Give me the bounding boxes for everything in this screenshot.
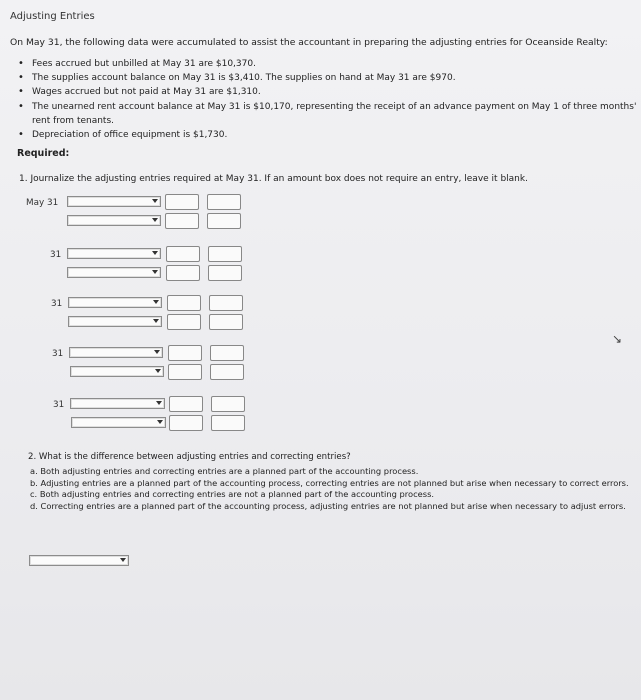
debit-input-3a[interactable] <box>167 295 201 311</box>
account-select-5b[interactable] <box>71 417 166 428</box>
chevron-down-icon <box>157 420 163 424</box>
debit-input-2b[interactable] <box>166 265 200 281</box>
account-select-4a[interactable] <box>69 347 163 358</box>
chevron-down-icon <box>152 218 158 222</box>
question-2: 2. What is the difference between adjusting entries and correcting entries? <box>28 452 351 462</box>
mouse-cursor-icon: ↘ <box>612 332 623 346</box>
journal-date-2: 31 <box>50 250 62 260</box>
account-select-2a[interactable] <box>67 248 161 259</box>
chevron-down-icon <box>156 401 162 405</box>
list-item: • Fees accrued but unbilled at May 31 are $10,370. <box>12 57 637 71</box>
journal-date-5: 31 <box>53 400 65 410</box>
credit-input-5a[interactable] <box>211 396 245 412</box>
account-select-2b[interactable] <box>67 267 161 278</box>
chevron-down-icon <box>120 558 126 562</box>
credit-input-4a[interactable] <box>210 345 244 361</box>
account-select-5a[interactable] <box>70 398 165 409</box>
credit-input-2a[interactable] <box>208 246 242 262</box>
chevron-down-icon <box>152 199 158 203</box>
page-title: Adjusting Entries <box>10 11 95 22</box>
answer-select[interactable] <box>29 555 129 566</box>
chevron-down-icon <box>154 350 160 354</box>
chevron-down-icon <box>155 369 161 373</box>
choice-d: d. Correcting entries are a planned part of the accounting process, adjusting entries are not planned but arise when necessary to adjust errors. <box>30 500 626 511</box>
credit-input-1a[interactable] <box>207 194 241 210</box>
debit-input-5b[interactable] <box>169 415 203 431</box>
problem-intro: On May 31, the following data were accumulated to assist the accountant in preparing the adjusting entries for Oceanside Realty: <box>10 37 608 48</box>
account-select-4b[interactable] <box>70 366 164 377</box>
debit-input-1a[interactable] <box>165 194 199 210</box>
credit-input-4b[interactable] <box>210 364 244 380</box>
list-item: • Depreciation of office equipment is $1,730. <box>12 128 637 142</box>
data-list <box>12 57 637 142</box>
choice-c: c. Both adjusting entries and correcting entries are not a planned part of the accounting process. <box>30 489 435 499</box>
debit-input-4a[interactable] <box>168 345 202 361</box>
list-item: • The unearned rent account balance at May 31 is $10,170, representing the receipt of an advance payment on May 1 of three months' rent from tenants. <box>12 100 637 128</box>
answer-choices <box>30 466 635 512</box>
question-1: 1. Journalize the adjusting entries required at May 31. If an amount box does not require an entry, leave it blank. <box>19 174 528 184</box>
required-heading: Required: <box>17 148 70 159</box>
account-select-1b[interactable] <box>67 215 161 226</box>
chevron-down-icon <box>153 319 159 323</box>
credit-input-3b[interactable] <box>209 314 243 330</box>
chevron-down-icon <box>152 251 158 255</box>
credit-input-1b[interactable] <box>207 213 241 229</box>
account-select-3a[interactable] <box>68 297 162 308</box>
journal-date-4: 31 <box>52 349 64 359</box>
debit-input-3b[interactable] <box>167 314 201 330</box>
chevron-down-icon <box>152 270 158 274</box>
account-select-1a[interactable] <box>67 196 161 207</box>
debit-input-2a[interactable] <box>166 246 200 262</box>
list-item: • The supplies account balance on May 31 is $3,410. The supplies on hand at May 31 are $970. <box>12 71 637 85</box>
choice-b: b. Adjusting entries are a planned part of the accounting process, correcting entries are not planned but arise when necessary to correct errors. <box>30 477 629 488</box>
list-item: • Wages accrued but not paid at May 31 are $1,310. <box>12 85 637 99</box>
journal-date-3: 31 <box>51 299 63 309</box>
debit-input-4b[interactable] <box>168 364 202 380</box>
credit-input-5b[interactable] <box>211 415 245 431</box>
chevron-down-icon <box>153 300 159 304</box>
journal-date-1: May 31 <box>26 198 59 208</box>
choice-a: a. Both adjusting entries and correcting entries are a planned part of the accounting process. <box>30 466 419 476</box>
credit-input-2b[interactable] <box>208 265 242 281</box>
credit-input-3a[interactable] <box>209 295 243 311</box>
debit-input-1b[interactable] <box>165 213 199 229</box>
account-select-3b[interactable] <box>68 316 162 327</box>
debit-input-5a[interactable] <box>169 396 203 412</box>
